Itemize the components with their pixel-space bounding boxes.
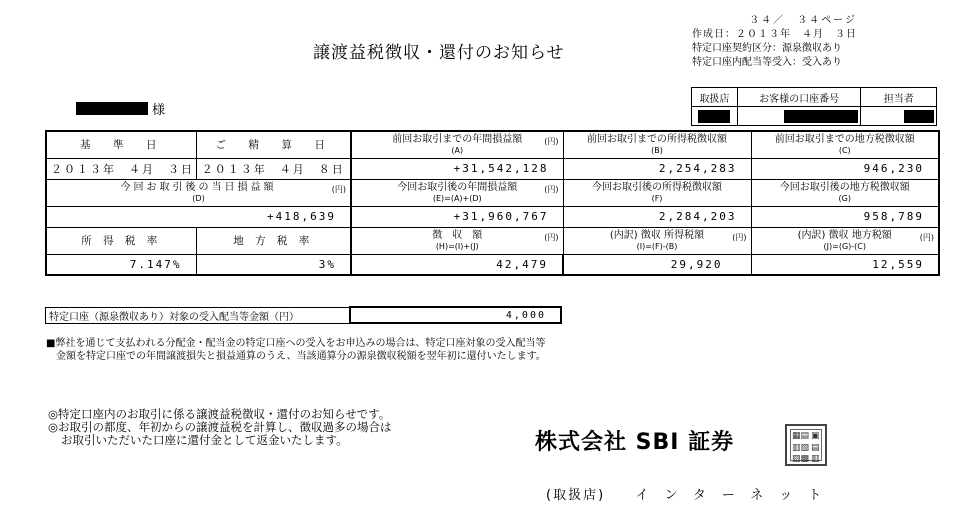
income-tax-collect-sub: (I)=(F)-(B) xyxy=(636,241,678,251)
income-tax-collect-title: (内訳) 徴収 所得税額 xyxy=(609,229,705,241)
prev-gain-header xyxy=(351,131,563,158)
local-tax-collect-header xyxy=(751,227,939,254)
company-seal-icon: ▦▤ ▥▧ ▨▩ ▣ ▤ ▥ xyxy=(785,424,827,466)
local-tax-collect-unit: (円) xyxy=(919,232,934,242)
prev-local-tax-value: 946,230 xyxy=(751,158,939,179)
dividend-value: 4,000 xyxy=(350,307,561,323)
collect-sub: (H)=(I)+(J) xyxy=(435,241,479,251)
notes-line-1: ◎特定口座内のお取引に係る譲渡益税徴収・還付のお知らせです。 xyxy=(48,407,391,421)
settle-date-label: ご 精 算 日 xyxy=(196,131,351,158)
after-gain-title: 今回お取引後の年間損益額 xyxy=(397,181,518,193)
staff-cell xyxy=(861,107,937,126)
account-number-cell xyxy=(737,107,861,126)
account-number-header: お客様の口座番号 xyxy=(737,88,861,107)
collect-unit: (円) xyxy=(544,232,559,242)
after-income-tax-header xyxy=(563,179,751,206)
prev-income-tax-header xyxy=(563,131,751,158)
branch-footer-name: インターネット xyxy=(635,488,838,503)
prev-income-tax-value: 2,254,283 xyxy=(563,158,751,179)
today-gain-sub: (D) xyxy=(192,193,205,203)
collect-title: 徴 収 額 xyxy=(432,229,483,241)
customer-name-redacted xyxy=(76,102,148,115)
account-type: 特定口座契約区分：源泉徴収あり xyxy=(692,43,842,54)
branch-redacted xyxy=(698,110,730,123)
after-gain-sub: (E)=(A)+(D) xyxy=(432,193,482,203)
after-local-tax-header xyxy=(751,179,939,206)
income-tax-collect-header xyxy=(563,227,751,254)
today-gain-value: +418,639 xyxy=(46,206,351,227)
after-local-tax-title: 今回お取引後の地方税徴収額 xyxy=(779,181,910,193)
after-income-tax-sub: (F) xyxy=(651,193,663,203)
after-local-tax-sub: (G) xyxy=(838,193,851,203)
settle-date-value: ２０１３年 ４月 ８日 xyxy=(196,158,351,179)
income-tax-collect-unit: (円) xyxy=(732,232,747,242)
notice-text xyxy=(46,337,546,363)
prev-gain-title: 前回お取引までの年間損益額 xyxy=(392,133,523,145)
local-tax-collect-value: 12,559 xyxy=(751,254,939,275)
branch-table xyxy=(691,87,937,126)
today-gain-title: 今回お取引後の当日損益額 xyxy=(120,181,277,193)
prev-income-tax-sub: (B) xyxy=(651,145,663,155)
company-name: 株式会社 SBI 証券 xyxy=(535,430,735,455)
dividend-receipt: 特定口座内配当等受入：受入あり xyxy=(692,57,842,68)
local-tax-collect-title: (内訳) 徴収 地方税額 xyxy=(797,229,892,241)
prev-gain-value: +31,542,128 xyxy=(351,158,563,179)
prev-income-tax-title: 前回お取引までの所得税徴収額 xyxy=(587,133,727,145)
after-gain-unit: (円) xyxy=(544,184,559,194)
after-income-tax-value: 2,284,203 xyxy=(563,206,751,227)
after-gain-value: +31,960,767 xyxy=(351,206,563,227)
prev-gain-unit: (円) xyxy=(544,137,559,146)
notes-line-2: ◎お取引の都度、年初からの譲渡益税を計算し、徴収過多の場合は xyxy=(48,420,392,434)
document-title: 譲渡益税徴収・還付のお知らせ xyxy=(313,43,565,63)
dividend-row xyxy=(45,306,562,324)
collect-value: 42,479 xyxy=(351,254,563,275)
branch-cell xyxy=(692,107,738,126)
tax-summary-grid xyxy=(45,130,940,276)
created-date: 作成日：２０１３年 ４月 ３日 xyxy=(692,29,857,40)
dividend-label: 特定口座（源泉徴収あり）対象の受入配当等金額（円） xyxy=(46,307,350,323)
header-info xyxy=(692,14,857,70)
prev-local-tax-title: 前回お取引までの地方税徴収額 xyxy=(774,133,915,145)
account-number-redacted xyxy=(784,110,858,123)
today-gain-header xyxy=(46,179,351,206)
notes-line-3: お取引いただいた口座に還付金として返金いたします。 xyxy=(61,433,348,447)
prev-local-tax-sub: (C) xyxy=(838,145,851,155)
branch-header: 取扱店 xyxy=(692,88,738,107)
today-gain-unit: (円) xyxy=(331,184,346,194)
income-rate-label: 所 得 税 率 xyxy=(46,227,196,254)
prev-gain-sub: (A) xyxy=(451,145,464,155)
after-income-tax-title: 今回お取引後の所得税徴収額 xyxy=(592,181,722,193)
notice-line-2: 金額を特定口座での年間譲渡損失と損益通算のうえ、当該通算分の源泉徴収税額を翌年初に還付いたします。 xyxy=(56,351,546,362)
staff-redacted xyxy=(904,110,934,123)
prev-local-tax-header xyxy=(751,131,939,158)
after-local-tax-value: 958,789 xyxy=(751,206,939,227)
income-rate-value: 7.147% xyxy=(46,254,196,275)
branch-footer xyxy=(546,484,837,503)
staff-header: 担当者 xyxy=(861,88,937,107)
local-rate-value: 3% xyxy=(196,254,351,275)
customer-honorific: 様 xyxy=(152,103,166,118)
after-gain-header xyxy=(351,179,563,206)
base-date-label: 基 準 日 xyxy=(46,131,196,158)
income-tax-collect-value: 29,920 xyxy=(563,254,751,275)
notice-line-1: ■弊社を通じて支払われる分配金・配当金の特定口座への受入をお申込みの場合は、特定口座対象の受入配当等 xyxy=(46,338,546,349)
base-date-value: ２０１３年 ４月 ３日 xyxy=(46,158,196,179)
page-number: ３４／ ３４ページ xyxy=(749,15,857,26)
local-tax-collect-sub: (J)=(G)-(C) xyxy=(823,241,866,251)
collect-header xyxy=(351,227,563,254)
branch-footer-label: (取扱店) xyxy=(546,488,606,503)
local-rate-label: 地 方 税 率 xyxy=(196,227,351,254)
notes-text xyxy=(48,408,392,447)
